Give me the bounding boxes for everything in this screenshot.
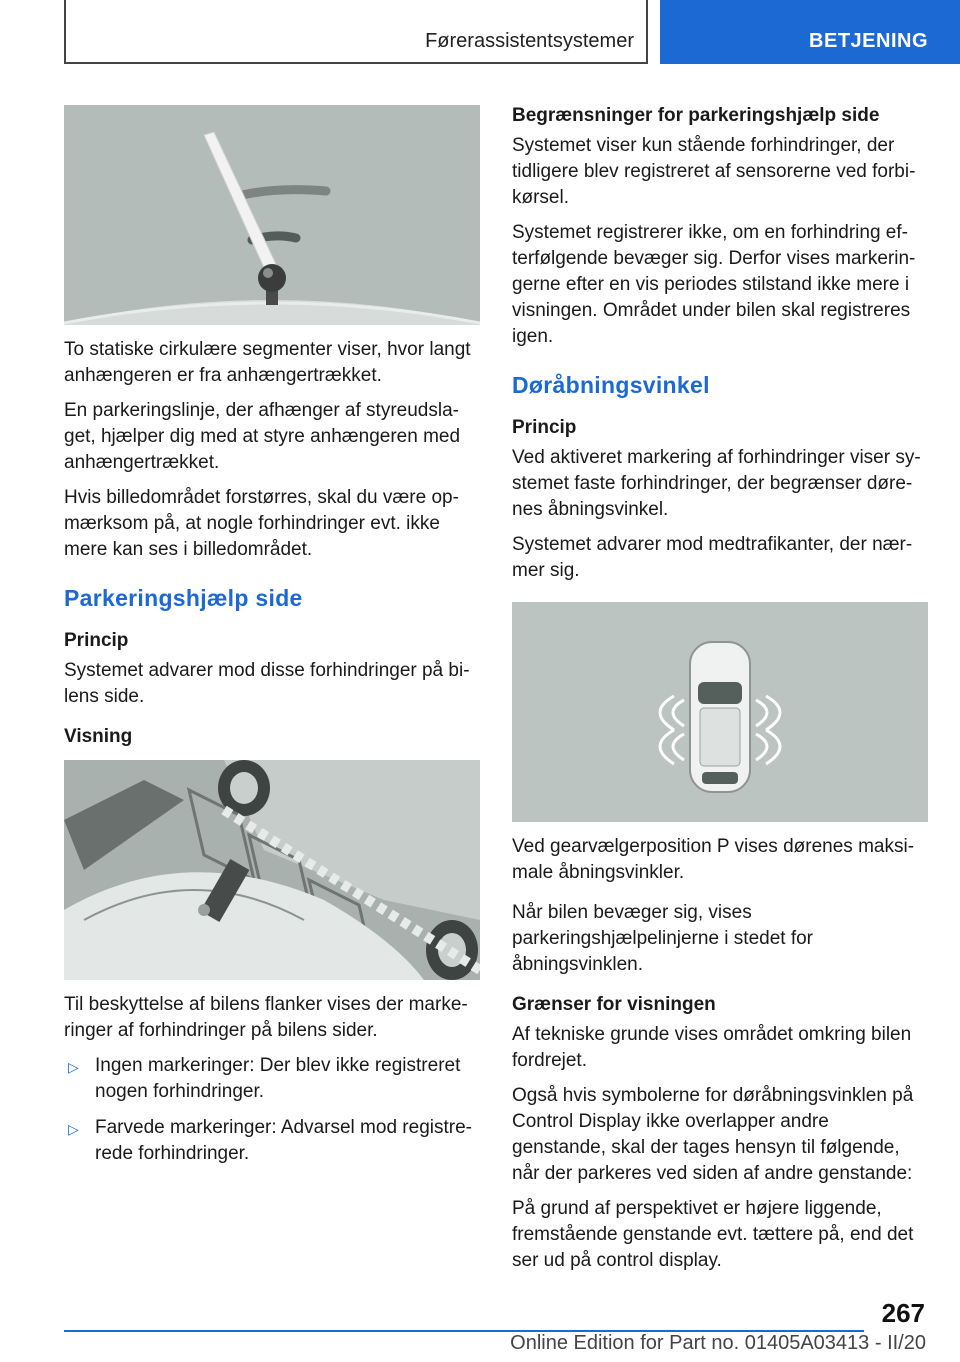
edition-note: Online Edition for Part no. 01405A03413 - II/20 xyxy=(510,1332,926,1354)
bullet-list xyxy=(64,1053,480,1167)
side-parking-figure xyxy=(64,760,480,980)
triangle-bullet-icon: ▷ xyxy=(68,1121,79,1137)
paragraph: To statiske cirkulære segmenter viser, hvor langt anhængeren er fra anhængertrækket. xyxy=(64,339,471,386)
subheading: Visning xyxy=(64,726,133,747)
paragraph: Når bilen bevæger sig, vises parkeringshjælpelinjerne i stedet for åbningsvinklen. xyxy=(512,902,813,975)
left-column xyxy=(64,105,480,1177)
paragraph: Systemet advarer mod medtrafikanter, der nærmer sig. xyxy=(512,534,913,581)
section-heading: Døråbningsvinkel xyxy=(512,372,710,398)
header-section-box xyxy=(64,0,648,64)
door-angle-figure xyxy=(512,602,928,822)
subheading: Princip xyxy=(64,630,129,651)
page-number: 267 xyxy=(881,1298,925,1328)
trailer-hitch-figure xyxy=(64,105,480,325)
paragraph: Ved gearvælgerposition P vises dørenes maksimale åbningsvinkler. xyxy=(512,836,915,883)
subheading: Grænser for visningen xyxy=(512,994,716,1015)
subheading: Begrænsninger for parkeringshjælp side xyxy=(512,105,880,126)
paragraph: Også hvis symbolerne for døråbningsvinklen på Control Display ikke overlapper andre genstande, skal der tages hensyn til følgende, når der parkeres ved siden af andre genstande: xyxy=(512,1085,914,1184)
paragraph: På grund af perspektivet er højere liggende, fremstående genstande evt. tættere på, end det ser ud på control display. xyxy=(512,1198,914,1271)
section-heading: Parkeringshjælp side xyxy=(64,585,303,611)
chapter-title: BETJENING xyxy=(809,30,928,52)
door-angle-illustration xyxy=(512,602,928,822)
right-column xyxy=(512,105,928,1283)
paragraph: Ved aktiveret markering af forhindringer viser systemet faste forhindringer, der begrænser dørenes åbningsvinkel. xyxy=(512,447,921,520)
paragraph: Systemet advarer mod disse forhindringer på bilens side. xyxy=(64,660,470,707)
subheading: Princip xyxy=(512,417,577,438)
list-item: ▷ Ingen markeringer: Der blev ikke registreret nogen forhindringer. xyxy=(68,1055,461,1102)
header-chapter-box xyxy=(660,0,960,64)
paragraph: Hvis billedområdet forstørres, skal du være opmærksom på, at nogle forhindringer evt. ikke mere kan ses i billedområdet. xyxy=(64,487,459,560)
paragraph: Systemet viser kun stående forhindringer, der tidligere blev registreret af sensorerne ved forbikørsel. xyxy=(512,135,916,208)
paragraph: Af tekniske grunde vises området omkring bilen fordrejet. xyxy=(512,1024,912,1071)
triangle-bullet-icon: ▷ xyxy=(68,1059,79,1075)
paragraph: En parkeringslinje, der afhænger af styreudslaget, hjælper dig med at styre anhængeren med anhængertrækket. xyxy=(64,400,461,473)
list-item: ▷ Farvede markeringer: Advarsel mod registrerede forhindringer. xyxy=(68,1117,472,1164)
paragraph: Systemet registrerer ikke, om en forhindring efterfølgende bevæger sig. Derfor vises markeringerne efter en vis periodes stilstand ikke mere i visningen. Området under bilen skal registreres igen. xyxy=(512,222,916,347)
section-title: Førerassistentsystemer xyxy=(425,30,634,52)
side-parking-illustration xyxy=(64,760,480,980)
trailer-hitch-illustration xyxy=(64,105,480,325)
paragraph: Til beskyttelse af bilens flanker vises der markeringer af forhindringer på bilens sider. xyxy=(64,994,468,1041)
